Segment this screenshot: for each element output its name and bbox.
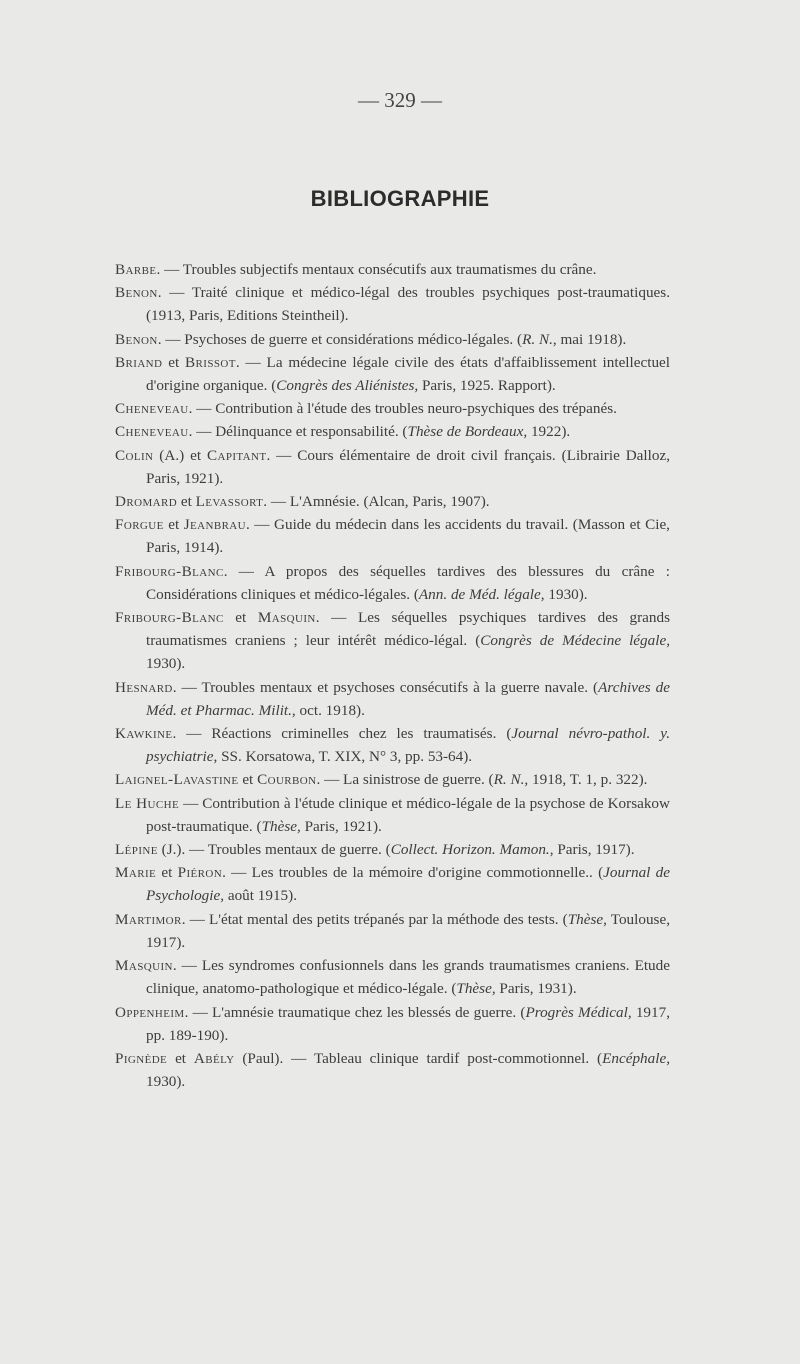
bibliography-entry: Martimor. — L'état mental des petits trépanés par la méthode des tests. (Thèse, Toulouse, 1917). [115, 910, 671, 951]
bibliography-entry: Laignel-Lavastine et Courbon. — La sinistrose de guerre. (R. N., 1918, T. 1, p. 322). [115, 771, 648, 789]
bibliography-entry: Benon. — Psychoses de guerre et considérations médico-légales. (R. N., mai 1918). [115, 330, 627, 348]
bibliography-entry: Cheneveau. — Délinquance et responsabilité. (Thèse de Bordeaux, 1922). [115, 423, 571, 441]
bibliography-list [115, 258, 670, 1093]
bibliography-entry: Barbe. — Troubles subjectifs mentaux consécutifs aux traumatismes du crâne. [115, 261, 597, 278]
bibliography-entry: Cheneveau. — Contribution à l'étude des troubles neuro-psychiques des trépanés. [115, 400, 617, 418]
bibliography-entry: Oppenheim. — L'amnésie traumatique chez les blessés de guerre. (Progrès Médical, 1917, pp. 189-190). [115, 1003, 671, 1044]
bibliography-entry: Fribourg-Blanc. — A propos des séquelles tardives des blessures du crâne : Considérations cliniques et médico-légales. (Ann. de Méd. légale, 1930). [115, 562, 670, 603]
bibliography-entry: Kawkine. — Réactions criminelles chez les traumatisés. (Journal névro-pathol. y. psychiatrie, SS. Korsatowa, T. XIX, N° 3, pp. 53-64). [115, 725, 670, 766]
bibliography-entry: Pignède et Abély (Paul). — Tableau clinique tardif post-commotionnel. (Encéphale, 1930). [115, 1049, 670, 1091]
bibliography-entry: Fribourg-Blanc et Masquin. — Les séquelles psychiques tardives des grands traumatismes craniens ; leur intérêt médico-légal. (Congrès de Médecine légale, 1930). [115, 609, 670, 673]
bibliography-entry: Masquin. — Les syndromes confusionnels dans les grands traumatismes craniens. Etude clinique, anatomo-pathologique et médico-légale. (Thèse, Paris, 1931). [115, 957, 670, 998]
bibliography-entry: Dromard et Levassort. — L'Amnésie. (Alcan, Paris, 1907). [115, 493, 490, 511]
page-number: — 329 — [358, 88, 442, 112]
bibliography-entry: Colin (A.) et Capitant. — Cours élémentaire de droit civil français. (Librairie Dalloz, Paris, 1921). [115, 446, 670, 487]
bibliography-entry: Forgue et Jeanbrau. — Guide du médecin dans les accidents du travail. (Masson et Cie, Paris, 1914). [115, 516, 670, 557]
bibliography-entry: Hesnard. — Troubles mentaux et psychoses consécutifs à la guerre navale. (Archives de Méd. et Pharmac. Milit., oct. 1918). [115, 678, 670, 719]
bibliography-entry: Lépine (J.). — Troubles mentaux de guerre. (Collect. Horizon. Mamon., Paris, 1917). [115, 841, 635, 859]
bibliography-entry: Le Huche — Contribution à l'étude clinique et médico-légale de la psychose de Korsakow post-traumatique. (Thèse, Paris, 1921). [115, 794, 670, 835]
page-title: BIBLIOGRAPHIE [310, 186, 490, 211]
bibliography-entry: Briand et Brissot. — La médecine légale civile des états d'affaiblissement intellectuel d'origine organique. (Congrès des Aliénistes, Paris, 1925. Rapport). [115, 353, 670, 395]
bibliography-entry: Marie et Piéron. — Les troubles de la mémoire d'origine commotionnelle.. (Journal de Psychologie, août 1915). [115, 864, 670, 905]
bibliography-entry: Benon. — Traité clinique et médico-légal des troubles psychiques post-traumatiques. (1913, Paris, Editions Steintheil). [115, 284, 670, 325]
